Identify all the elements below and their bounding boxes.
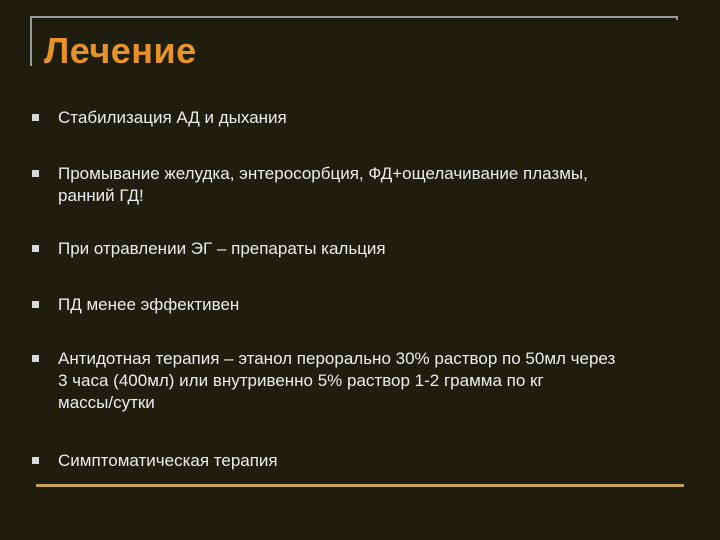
list-item xyxy=(28,163,708,207)
list-item-text: Промывание желудка, энтеросорбция, ФД+ощелачивание плазмы, ранний ГД! xyxy=(58,164,588,205)
list-item xyxy=(28,348,708,414)
list-item-text: При отравлении ЭГ – препараты кальция xyxy=(58,239,386,258)
square-bullet-icon xyxy=(32,245,39,252)
square-bullet-icon xyxy=(32,457,39,464)
list-item-text: Антидотная терапия – этанол перорально 30% раствор по 50мл через 3 часа (400мл) или внутривенно 5% раствор 1-2 грамма по кг массы/сутки xyxy=(58,349,616,412)
list-item-text: Стабилизация АД и дыхания xyxy=(58,108,287,127)
bottom-divider xyxy=(36,484,684,487)
square-bullet-icon xyxy=(32,301,39,308)
square-bullet-icon xyxy=(32,355,39,362)
list-item-text: Симптоматическая терапия xyxy=(58,451,278,470)
list-item xyxy=(28,294,708,316)
list-item xyxy=(28,450,708,472)
frame-right-tick xyxy=(676,16,678,20)
square-bullet-icon xyxy=(32,114,39,121)
slide-title: Лечение xyxy=(44,30,197,71)
list-item xyxy=(28,238,708,260)
list-item-text: ПД менее эффективен xyxy=(58,295,240,314)
frame-top-line xyxy=(30,16,678,18)
square-bullet-icon xyxy=(32,170,39,177)
list-item xyxy=(28,107,708,129)
frame-left-line xyxy=(30,16,32,66)
